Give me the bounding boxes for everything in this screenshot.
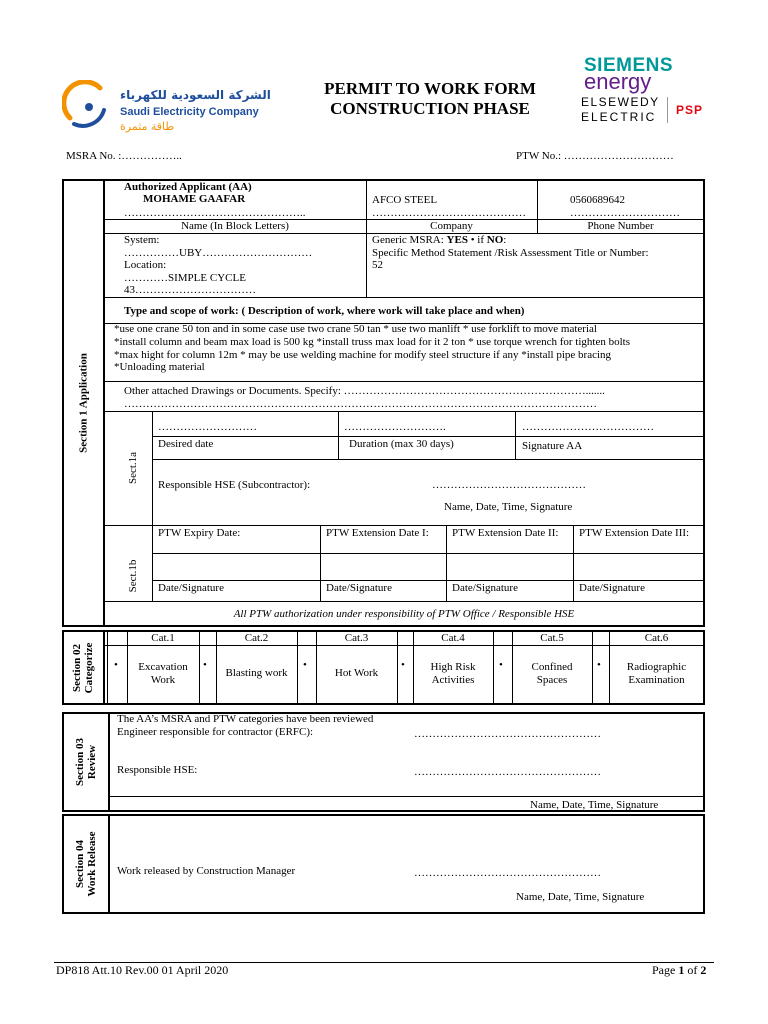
- phone-value: 0560689642: [570, 194, 625, 206]
- desired-date: Desired date: [158, 438, 214, 450]
- section2-label-divider: [103, 630, 105, 705]
- line: [104, 645, 704, 646]
- scope-line-3: *max hight for column 12m * may be use welding machine for modify steel structure if any *install pipe bracing: [114, 349, 612, 361]
- sect1a-label: Sect.1a: [127, 451, 139, 485]
- scope-heading: Type and scope of work: ( Description of work, where work will take place and when): [124, 305, 525, 317]
- line: [152, 411, 153, 601]
- cat6-label: [609, 661, 704, 687]
- page-total: 2: [700, 963, 707, 977]
- location-value-2: 43……………………………: [124, 284, 256, 296]
- electric-word: ELECTRIC: [581, 110, 657, 124]
- ptw-extension-1: PTW Extension Date I:: [326, 527, 429, 539]
- scope-line-4: *Unloading material: [114, 361, 205, 373]
- line: [152, 459, 704, 460]
- signature-aa: Signature AA: [522, 440, 583, 452]
- section4-label: [74, 824, 98, 904]
- system-label: System:: [124, 234, 160, 246]
- generic-msra-mid: • if: [467, 234, 487, 246]
- ext3-date-signature: Date/Signature: [579, 582, 645, 594]
- cat4-label-line1: High Risk: [430, 661, 476, 673]
- location-label: Location:: [124, 259, 167, 271]
- section3-label-line1: Section 03: [74, 738, 86, 786]
- cat1-checkbox[interactable]: •: [114, 659, 118, 671]
- line: [573, 525, 574, 601]
- section2-label-line1: Section 02: [71, 644, 83, 692]
- cat6-label-line1: Radiographic: [626, 661, 687, 673]
- siemens-word: SIEMENS: [584, 55, 674, 76]
- section3-label-line2: Review: [86, 744, 98, 780]
- cat5-label-line1: Confined: [531, 661, 573, 673]
- applicant-name-dots: …………………………………………..: [124, 207, 306, 219]
- section4-caption: Name, Date, Time, Signature: [516, 891, 645, 903]
- sec-tagline-arabic: طاقة مثمرة: [120, 120, 175, 133]
- company-dots: ……………………………………: [372, 207, 526, 219]
- cat1-label: [127, 661, 199, 687]
- line: [397, 631, 398, 705]
- scope-line-2: *install column and beam max load is 500 kg *install truss max load for it 2 ton * use torque wrench for tighten bolts: [114, 336, 630, 348]
- section1-label: Section 1 Application: [77, 353, 90, 453]
- erfc-dots: ……………………………………………: [414, 728, 601, 740]
- page-prefix: Page: [652, 963, 679, 977]
- ptw-extension-2: PTW Extension Date II:: [452, 527, 559, 539]
- sec-logo: [62, 78, 282, 136]
- section3-label-divider: [108, 712, 110, 812]
- sect1a-dots-1: ………………………: [158, 421, 257, 433]
- expiry-date-signature: Date/Signature: [158, 582, 224, 594]
- section2-label-line2: Categorize: [83, 642, 95, 694]
- phone-dots: …………………………: [570, 207, 680, 219]
- work-released-dots: ……………………………………………: [414, 867, 601, 879]
- line: [493, 631, 494, 705]
- partner-logo: [578, 55, 728, 130]
- cat4-label-line2: Activities: [431, 674, 475, 686]
- generic-msra-prefix: Generic MSRA:: [372, 234, 447, 246]
- cat5-label-line2: Spaces: [536, 674, 568, 686]
- line: [109, 796, 704, 797]
- sect1b-label: Sect.1b: [127, 559, 139, 593]
- cat2-label: [216, 667, 297, 680]
- line: [152, 580, 704, 581]
- method-statement: Specific Method Statement /Risk Assessment Title or Number:: [372, 247, 649, 259]
- section3-label: [74, 722, 98, 802]
- sec-name-english: Saudi Electricity Company: [120, 106, 259, 118]
- sec-name-arabic: الشركة السعودية للكهرباء: [120, 88, 271, 102]
- line: [104, 411, 704, 412]
- page-of: of: [684, 963, 701, 977]
- company-caption: Company: [430, 220, 473, 232]
- section3-caption: Name, Date, Time, Signature: [530, 799, 659, 811]
- method-statement-value: 52: [372, 259, 383, 271]
- line: [152, 436, 704, 437]
- line: [104, 525, 704, 526]
- sec-logo-arc-icon: [62, 80, 108, 130]
- page-current: 1: [678, 963, 685, 977]
- company-value: AFCO STEEL: [372, 194, 438, 206]
- line: [104, 297, 704, 298]
- generic-msra: [372, 234, 506, 247]
- cat5-checkbox[interactable]: •: [499, 659, 503, 671]
- cat6-label-line2: Examination: [628, 674, 685, 686]
- cat3-label-line1: Hot Work: [334, 667, 379, 679]
- page-number: [652, 964, 706, 977]
- scope-line-1: *use one crane 50 ton and in some case use two crane 50 tan * use two manlift * use forklift to move material: [114, 323, 597, 335]
- ptw-extension-3: PTW Extension Date III:: [579, 527, 690, 539]
- cat4-label: [413, 661, 493, 687]
- section4-label-divider: [108, 814, 110, 914]
- line: [366, 181, 367, 297]
- responsible-hse-sub: Responsible HSE (Subcontractor):: [158, 479, 311, 491]
- line: [515, 411, 516, 459]
- responsible-hse-dots: ……………………………………………: [414, 766, 601, 778]
- line: [320, 525, 321, 601]
- cat3-header: Cat.3: [344, 632, 369, 644]
- section1-label-divider: [103, 179, 105, 627]
- duration: Duration (max 30 days): [349, 438, 454, 450]
- erfc-label: Engineer responsible for contractor (ERFC):: [117, 726, 314, 738]
- cat1-label-line1: Excavation: [138, 661, 188, 673]
- cat5-label: [512, 661, 592, 687]
- location-value-1: …………SIMPLE CYCLE: [124, 272, 246, 284]
- system-value: ……………UBY…………………………: [124, 247, 313, 259]
- other-docs: Other attached Drawings or Documents. Specify: ………………………………………………………….......: [124, 385, 605, 397]
- cat5-header: Cat.5: [540, 632, 564, 644]
- cat2-label-line1: Blasting work: [225, 667, 288, 679]
- line: [104, 601, 704, 602]
- ext1-date-signature: Date/Signature: [326, 582, 392, 594]
- responsible-hse: Responsible HSE:: [117, 764, 198, 776]
- sect1a-dots-2: ……………………….: [344, 421, 446, 433]
- msra-number: MSRA No. :……………..: [66, 150, 182, 162]
- energy-word: energy: [584, 69, 652, 94]
- cat1-header: Cat.1: [151, 632, 175, 644]
- cat3-label: [316, 667, 397, 680]
- review-statement: The AA’s MSRA and PTW categories have been reviewed: [117, 713, 374, 725]
- line: [152, 553, 704, 554]
- partner-divider: [667, 97, 668, 123]
- section4-label-line2: Work Release: [86, 831, 98, 897]
- phone-caption: Phone Number: [587, 220, 654, 232]
- document-reference: DP818 Att.10 Rev.00 01 April 2020: [56, 963, 229, 977]
- responsible-hse-sub-dots: ……………………………………: [432, 479, 586, 491]
- sect1a-name-caption: Name, Date, Time, Signature: [444, 501, 573, 513]
- generic-msra-yes: YES: [446, 234, 468, 246]
- line: [297, 631, 298, 705]
- generic-msra-no: NO: [486, 234, 504, 246]
- other-docs-dots: …………………………………………………………………………………………………………………: [124, 398, 597, 410]
- psp-word: PSP: [676, 103, 704, 117]
- ptw-expiry-date: PTW Expiry Date:: [158, 527, 241, 539]
- line: [592, 631, 593, 705]
- cat2-checkbox[interactable]: •: [203, 659, 207, 671]
- cat6-header: Cat.6: [644, 632, 669, 644]
- section2-label: [71, 628, 95, 708]
- line: [446, 525, 447, 601]
- applicant-label: Authorized Applicant (AA): [124, 181, 252, 193]
- ptw-number: PTW No.: …………………………: [516, 150, 674, 162]
- applicant-name: MOHAME GAAFAR: [143, 193, 246, 205]
- line: [104, 381, 704, 382]
- line: [107, 631, 108, 705]
- line: [199, 631, 200, 705]
- cat6-checkbox[interactable]: •: [597, 659, 601, 671]
- cat2-header: Cat.2: [244, 632, 269, 644]
- authorization-note: All PTW authorization under responsibility of PTW Office / Responsible HSE: [233, 608, 575, 620]
- form-title: [300, 79, 560, 119]
- generic-msra-end: :: [503, 234, 507, 246]
- sect1a-dots-3: ………………………………: [522, 421, 654, 433]
- ext2-date-signature: Date/Signature: [452, 582, 518, 594]
- work-released: Work released by Construction Manager: [117, 865, 296, 877]
- cat1-label-line2: Work: [150, 674, 176, 686]
- line: [338, 411, 339, 459]
- cat4-header: Cat.4: [441, 632, 465, 644]
- section4-label-line1: Section 04: [74, 840, 86, 888]
- form-title-line1: PERMIT TO WORK FORM: [324, 79, 536, 98]
- cat3-checkbox[interactable]: •: [303, 659, 307, 671]
- form-title-line2: CONSTRUCTION PHASE: [330, 99, 530, 118]
- name-caption: Name (In Block Letters): [181, 220, 289, 232]
- elsewedy-word: ELSEWEDY: [581, 95, 660, 109]
- cat4-checkbox[interactable]: •: [401, 659, 405, 671]
